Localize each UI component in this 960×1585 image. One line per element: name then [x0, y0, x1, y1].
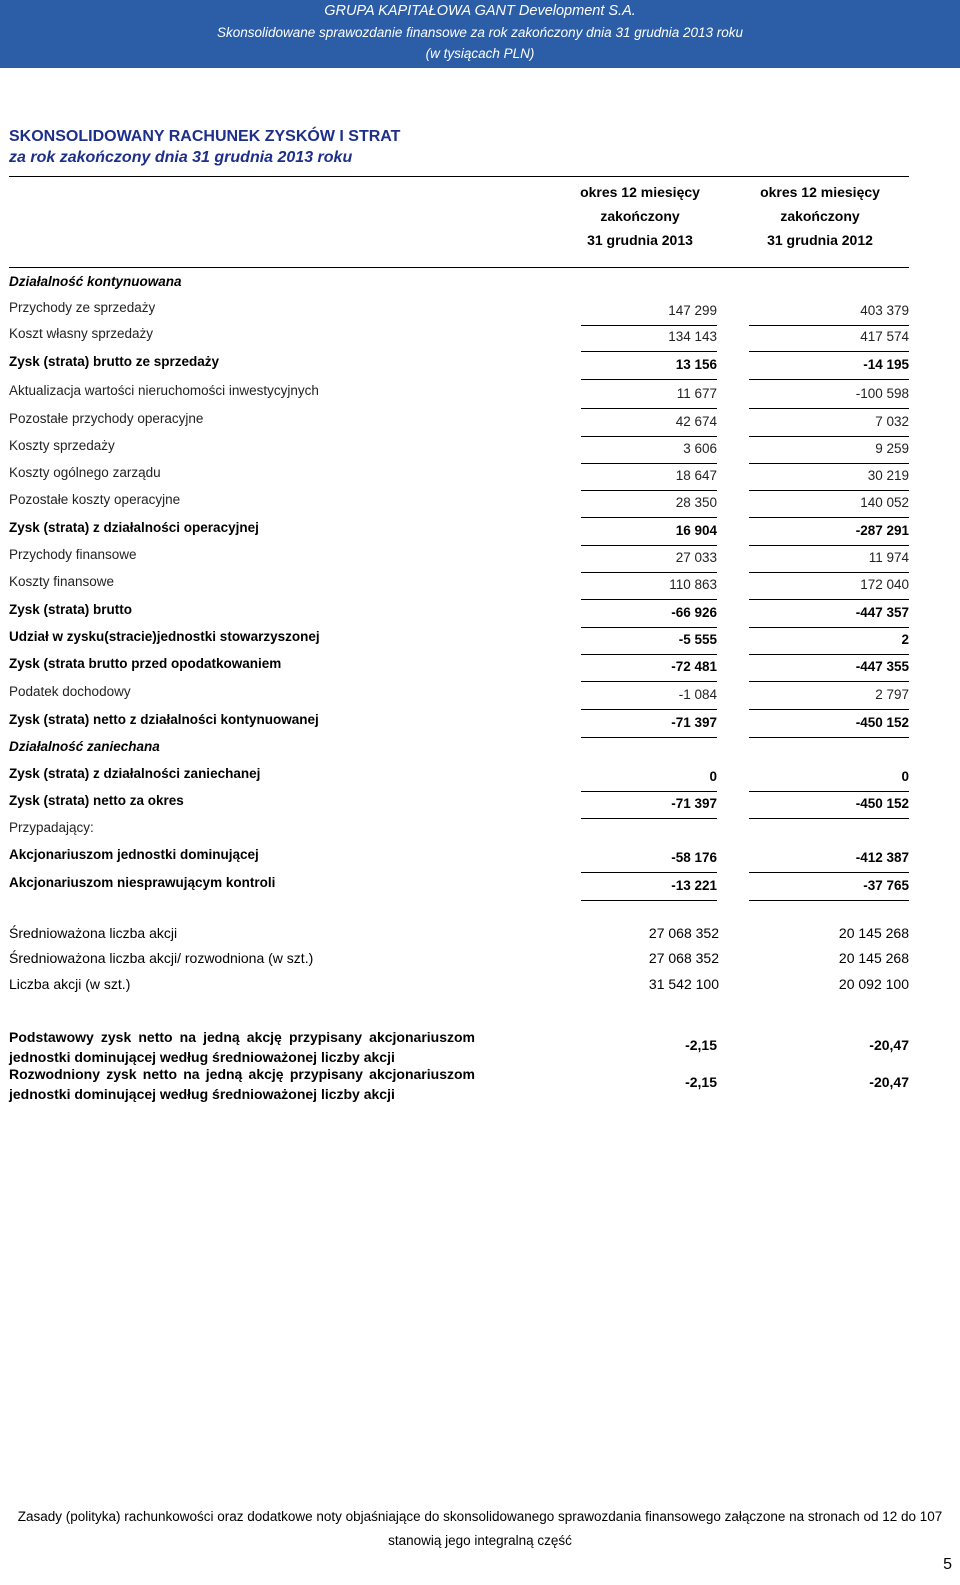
share-value: 20 092 100	[838, 976, 909, 992]
row-value-2012: -447 357	[855, 605, 909, 620]
row-label: Akcjonariuszom niesprawującym kontroli	[9, 875, 276, 890]
column-header-line: zakończony	[780, 208, 860, 224]
table-row	[9, 572, 909, 600]
row-value-2012: -37 765	[863, 878, 909, 893]
row-value-2013: 28 350	[675, 495, 717, 510]
eps-value: -20,47	[869, 1037, 909, 1053]
row-value-2012: 30 219	[867, 468, 909, 483]
cell-underline	[749, 900, 909, 901]
table-row	[9, 845, 909, 873]
company-name: GRUPA KAPITAŁOWA GANT Development S.A.	[324, 3, 636, 19]
footer-line-1: Zasady (polityka) rachunkowości oraz dodatkowe noty objaśniające do skonsolidowanego sprawozdania finansowego załączone na stronach od 12 do 107	[17, 1509, 943, 1524]
report-name: Skonsolidowane sprawozdanie finansowe za rok zakończony dnia 31 grudnia 2013 roku	[216, 25, 744, 40]
row-value-2013: 16 904	[675, 523, 717, 538]
row-value-2012: -412 387	[855, 850, 909, 865]
row-label: Podatek dochodowy	[9, 684, 131, 699]
row-value-2012: 0	[901, 769, 909, 784]
row-value-2012: 140 052	[860, 495, 909, 510]
column-header-line: okres 12 miesięcy	[580, 184, 700, 200]
row-value-2013: -72 481	[671, 659, 717, 674]
row-value-2013: -58 176	[671, 850, 717, 865]
row-value-2012: 2	[901, 632, 909, 647]
column-header-line: 31 grudnia 2013	[587, 232, 693, 248]
share-label: Średnioważona liczba akcji/ rozwodniona (w szt.)	[9, 950, 314, 966]
row-value-2013: 13 156	[675, 357, 717, 372]
row-label: Zysk (strata) brutto	[9, 602, 133, 617]
table-row	[9, 436, 909, 464]
row-label: Zysk (strata) z działalności zaniechanej	[9, 766, 261, 781]
row-value-2012: 7 032	[875, 414, 909, 429]
row-label: Koszty sprzedaży	[9, 438, 115, 453]
share-value: 20 145 268	[838, 925, 909, 941]
row-value-2012: -100 598	[855, 386, 909, 401]
row-value-2013: 110 863	[669, 577, 717, 592]
cell-underline	[581, 379, 717, 380]
row-label: Zysk (strata) netto z działalności kontynuowanej	[9, 712, 319, 727]
table-row	[9, 409, 909, 437]
row-label: Akcjonariuszom jednostki dominującej	[9, 847, 259, 862]
row-value-2013: -71 397	[671, 796, 717, 811]
table-row	[9, 818, 909, 846]
page-number: 5	[943, 1556, 952, 1573]
table-row	[9, 324, 909, 352]
eps-value: -2,15	[685, 1037, 717, 1053]
share-value: 20 145 268	[838, 950, 909, 966]
row-label: Zysk (strata) z działalności operacyjnej	[9, 520, 259, 535]
table-row	[9, 298, 909, 326]
unit-note: (w tysiącach PLN)	[425, 46, 535, 61]
row-value-2013: 11 677	[676, 386, 717, 401]
row-value-2013: -66 926	[671, 605, 717, 620]
row-label: Działalność kontynuowana	[9, 274, 182, 289]
share-value: 31 542 100	[648, 976, 719, 992]
title-line-2: za rok zakończony dnia 31 grudnia 2013 roku	[9, 149, 353, 166]
row-label: Koszty finansowe	[9, 574, 115, 589]
table-row	[9, 873, 909, 901]
table-row	[9, 545, 909, 573]
table-row	[9, 627, 909, 655]
statement-title	[9, 126, 400, 168]
row-value-2013: 42 674	[675, 414, 717, 429]
table-row	[9, 463, 909, 491]
column-header-2012	[735, 180, 905, 252]
table-row	[9, 600, 909, 628]
column-header-line: 31 grudnia 2012	[767, 232, 873, 248]
column-header-2013	[555, 180, 725, 252]
row-value-2012: -450 152	[855, 796, 909, 811]
row-label: Aktualizacja wartości nieruchomości inwestycyjnych	[9, 383, 319, 398]
row-value-2012: -14 195	[863, 357, 909, 372]
title-rule	[9, 176, 909, 177]
table-row	[9, 518, 909, 546]
row-value-2013: 3 606	[683, 441, 717, 456]
share-value: 27 068 352	[648, 925, 719, 941]
table-row	[9, 682, 909, 710]
table-row	[9, 654, 909, 682]
share-value: 27 068 352	[648, 950, 719, 966]
eps-value: -2,15	[685, 1074, 717, 1090]
table-row	[9, 791, 909, 819]
row-label: Udział w zysku(stracie)jednostki stowarzyszonej	[9, 629, 320, 644]
row-value-2012: -450 152	[855, 715, 909, 730]
table-row	[9, 737, 909, 765]
row-value-2012: 2 797	[875, 687, 909, 702]
row-value-2013: -5 555	[678, 632, 717, 647]
row-value-2012: 172 040	[860, 577, 909, 592]
title-line-1: SKONSOLIDOWANY RACHUNEK ZYSKÓW I STRAT	[9, 128, 401, 145]
share-row	[9, 950, 909, 976]
row-value-2012: 9 259	[875, 441, 909, 456]
row-label: Zysk (strata) brutto ze sprzedaży	[9, 354, 220, 369]
row-value-2013: 147 299	[668, 303, 717, 318]
column-header-line: okres 12 miesięcy	[760, 184, 880, 200]
row-value-2013: 18 647	[675, 468, 717, 483]
row-label: Pozostałe koszty operacyjne	[9, 492, 181, 507]
cell-underline	[749, 379, 909, 380]
table-row	[9, 352, 909, 380]
row-label: Przychody finansowe	[9, 547, 137, 562]
row-label: Koszty ogólnego zarządu	[9, 465, 161, 480]
row-value-2012: -447 355	[855, 659, 909, 674]
row-value-2013: -71 397	[671, 715, 717, 730]
eps-value: -20,47	[869, 1074, 909, 1090]
share-label: Liczba akcji (w szt.)	[9, 976, 131, 992]
row-value-2012: 403 379	[860, 303, 909, 318]
row-label: Zysk (strata brutto przed opodatkowaniem	[9, 656, 282, 671]
row-label: Pozostałe przychody operacyjne	[9, 411, 204, 426]
cell-underline	[581, 900, 717, 901]
table-row	[9, 764, 909, 792]
share-row	[9, 925, 909, 951]
row-value-2013: 0	[709, 769, 717, 784]
footer-line-2: stanowią jego integralną część	[388, 1533, 572, 1548]
row-value-2012: -287 291	[855, 523, 909, 538]
table-row	[9, 381, 909, 409]
footer-note	[0, 1505, 960, 1553]
table-row	[9, 490, 909, 518]
eps-label: Podstawowy zysk netto na jedną akcję przypisany akcjonariuszom jednostki dominującej według średnioważonej liczby akcji	[9, 1029, 475, 1065]
row-label: Zysk (strata) netto za okres	[9, 793, 184, 808]
column-header-line: zakończony	[600, 208, 680, 224]
row-value-2013: -1 084	[678, 687, 717, 702]
row-label: Przychody ze sprzedaży	[9, 300, 156, 315]
row-label: Działalność zaniechana	[9, 739, 160, 754]
row-label: Koszt własny sprzedaży	[9, 326, 154, 341]
eps-label: Rozwodniony zysk netto na jedną akcję przypisany akcjonariuszom jednostki dominującej według średnioważonej liczby akcji	[9, 1066, 475, 1102]
table-row	[9, 710, 909, 738]
row-value-2013: -13 221	[671, 878, 717, 893]
table-row	[9, 272, 909, 300]
header-rule	[9, 267, 909, 268]
document-header	[0, 0, 960, 68]
share-row	[9, 976, 909, 1002]
row-value-2013: 27 033	[675, 550, 717, 565]
row-value-2012: 11 974	[868, 550, 909, 565]
row-value-2013: 134 143	[668, 329, 717, 344]
row-label: Przypadający:	[9, 820, 94, 835]
share-label: Średnioważona liczba akcji	[9, 925, 178, 941]
row-value-2012: 417 574	[860, 329, 909, 344]
